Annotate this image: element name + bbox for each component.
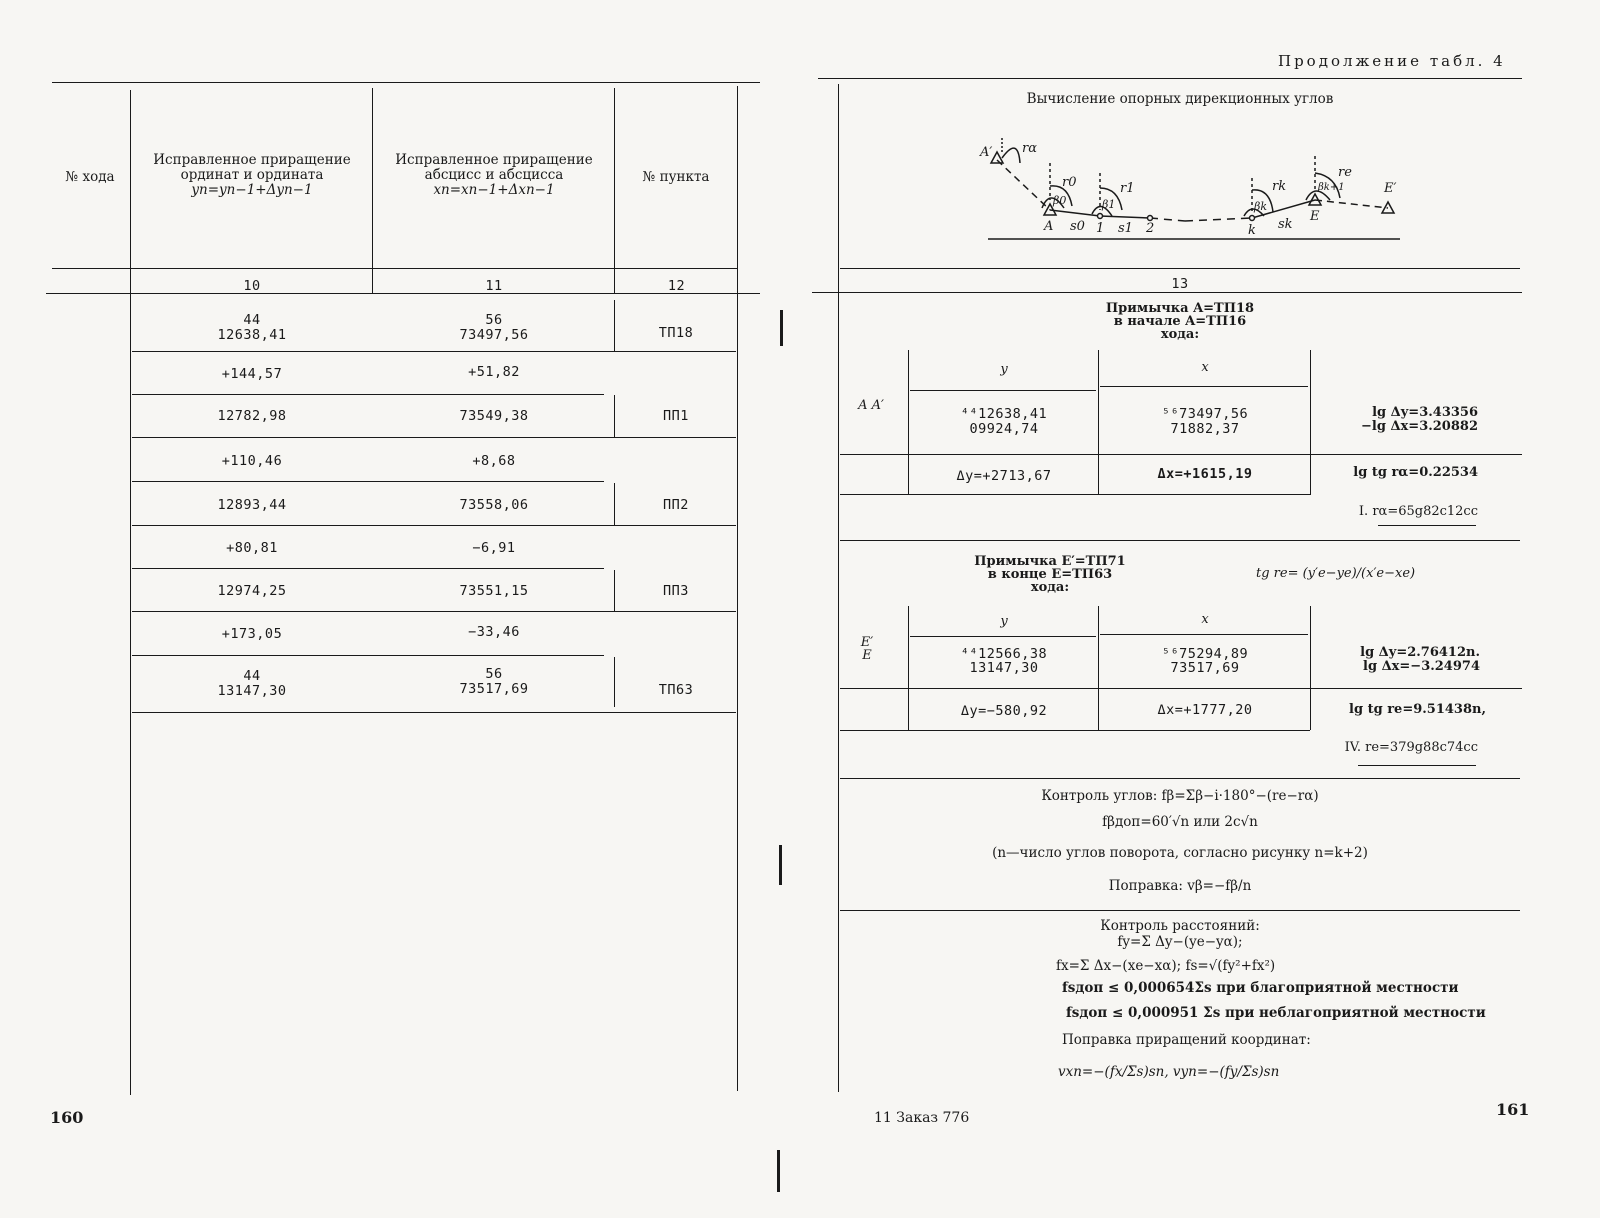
row-rule	[132, 351, 736, 352]
row-rule	[132, 655, 604, 656]
angle-control-l1: Контроль углов: fβ=Σβ−i·180°−(re−rα)	[1041, 788, 1319, 804]
table-row-value: +110,46	[221, 453, 283, 469]
col-divider	[1098, 350, 1099, 495]
col-divider	[614, 300, 615, 352]
diagram-label: A	[1044, 219, 1054, 234]
header-rule	[840, 268, 1520, 269]
point-label: ТП63	[658, 682, 694, 698]
col-divider	[1310, 350, 1311, 495]
col-divider	[908, 606, 909, 730]
diagram-label: β1	[1102, 198, 1116, 211]
table-row-value: +51,82	[468, 364, 520, 380]
point-label: ПП2	[663, 497, 689, 513]
section-rule	[840, 540, 1520, 541]
column-number-rule	[46, 293, 760, 294]
col-divider	[1310, 606, 1311, 730]
triangle-a-prime-icon	[991, 152, 1003, 163]
gutter-mark	[779, 845, 782, 885]
delta-y: Δy=+2713,67	[956, 468, 1052, 484]
y-values: ⁴⁴12638,41 09924,74	[960, 406, 1048, 437]
col-divider	[614, 570, 615, 612]
table-row-value: +8,68	[472, 453, 516, 469]
table-row-value: 44 12638,41	[217, 312, 287, 343]
lg-tg: lg tg rα=0.22534	[1353, 465, 1478, 480]
distance-control-l4: fsдоп ≤ 0,000654Σs при благоприятной местности	[1062, 980, 1459, 996]
col-number-12: 12	[667, 278, 686, 294]
angle-control-l3: (n—число углов поворота, согласно рисунку n=k+2)	[992, 845, 1368, 861]
gutter-mark	[780, 310, 783, 346]
tg-formula: tg re= (y′e−ye)/(x′e−xe)	[1256, 566, 1416, 581]
column-number-rule	[812, 292, 1522, 293]
diagram-label: s1	[1118, 221, 1133, 236]
col-x-label: x	[1201, 612, 1209, 627]
point-labels: A A′	[858, 398, 884, 413]
row-rule	[840, 730, 1310, 731]
table-row-value: 12893,44	[217, 497, 287, 513]
result-ra: I. rα=65g82c12cc	[1358, 504, 1478, 519]
col-divider	[372, 88, 373, 293]
header-traverse-no: № хода	[65, 169, 115, 185]
diagram-label: A′	[980, 145, 993, 160]
diagram-label: E	[1310, 209, 1320, 224]
col-number-10: 10	[243, 278, 261, 294]
underline	[1358, 765, 1476, 766]
section-rule	[840, 910, 1520, 911]
table-row-value: +80,81	[226, 540, 278, 556]
result-re: IV. re=379g88c74cc	[1344, 740, 1478, 755]
gutter-mark	[777, 1150, 780, 1192]
table-row-value: −33,46	[468, 624, 520, 640]
row-rule	[1100, 386, 1308, 387]
start-link-title: Примычка A=ТП18 в начале A=ТП16 хода:	[1105, 301, 1255, 342]
end-link-title: Примычка E′=ТП71 в конце E=ТП63 хода:	[974, 554, 1126, 595]
header-rule	[52, 268, 738, 269]
signature-mark: 11 Заказ 776	[874, 1110, 970, 1126]
table-row-value: +144,57	[221, 366, 283, 382]
col-y-label: y	[1000, 614, 1008, 629]
section-rule	[840, 778, 1520, 779]
table-row-value: 12782,98	[217, 408, 287, 424]
log-values: lg Δy=2.76412n. lg Δx=−3.24974	[1360, 645, 1480, 674]
row-rule	[910, 636, 1096, 637]
diagram-label: βk+1	[1318, 182, 1345, 193]
distance-control-l6: Поправка приращений координат:	[1062, 1032, 1311, 1048]
table-row-value: 73551,15	[459, 583, 529, 599]
col-y-label: y	[1000, 362, 1008, 377]
top-rule	[818, 78, 1522, 79]
table-row-value: +173,05	[221, 626, 283, 642]
row-rule	[132, 712, 736, 713]
diagram-label: s0	[1070, 219, 1085, 234]
col-divider	[614, 88, 615, 293]
diagram-label: re	[1338, 165, 1352, 180]
col-x-label: x	[1201, 360, 1209, 375]
col-divider	[1098, 606, 1099, 730]
row-rule	[132, 611, 736, 612]
point-label: ПП1	[663, 408, 689, 424]
diagram-label: βk	[1254, 200, 1268, 213]
lg-tg: lg tg re=9.51438n,	[1349, 702, 1486, 717]
top-rule	[52, 82, 760, 83]
table-row-value: 56 73517,69	[459, 666, 529, 697]
table-row-value: 73558,06	[459, 497, 529, 513]
point-labels: E′ E	[860, 635, 874, 663]
diagram-label: 1	[1096, 221, 1105, 236]
col-number-11: 11	[485, 278, 503, 294]
header-col10: Исправленное приращение ординат и ордината yn=yn−1+Δyn−1	[153, 152, 351, 198]
col-divider	[614, 657, 615, 707]
diagram-label: E′	[1384, 181, 1397, 196]
angle-arc	[1002, 148, 1020, 163]
row-rule	[132, 568, 604, 569]
traverse-diagram	[960, 128, 1420, 244]
delta-x: Δx=+1777,20	[1157, 702, 1253, 718]
triangle-e-icon	[1309, 194, 1321, 205]
angle-control-l4: Поправка: vβ=−fβ/n	[1108, 878, 1252, 894]
diagram-label: r1	[1120, 181, 1135, 196]
point-label: ПП3	[663, 583, 689, 599]
col-divider	[737, 86, 738, 1091]
col-divider	[908, 350, 909, 495]
diagram-label: sk	[1278, 217, 1293, 232]
row-rule	[910, 390, 1096, 391]
row-rule	[1100, 634, 1308, 635]
col13-title: Вычисление опорных дирекционных углов	[1026, 91, 1334, 107]
x-values: ⁵⁶73497,56 71882,37	[1161, 406, 1249, 437]
distance-control-l1: Контроль расстояний:	[1100, 918, 1260, 934]
delta-x: Δx=+1615,19	[1157, 466, 1253, 482]
row-rule	[840, 454, 1522, 455]
table-row-value: 44 13147,30	[217, 668, 287, 699]
diagram-label: k	[1248, 223, 1256, 238]
diagram-label: r0	[1062, 175, 1077, 190]
point-label: ТП18	[658, 325, 694, 341]
row-rule	[132, 481, 604, 482]
table-row-value: 12974,25	[217, 583, 287, 599]
col-divider	[130, 90, 131, 1095]
col-divider	[614, 483, 615, 526]
x-values: ⁵⁶75294,89 73517,69	[1161, 646, 1249, 676]
table-row-value: 73549,38	[459, 408, 529, 424]
col-number-13: 13	[1171, 276, 1189, 292]
continuation-title: Продолжение табл. 4	[1278, 52, 1506, 70]
distance-control-l2: fy=Σ Δy−(ye−yα);	[1117, 934, 1243, 950]
delta-y: Δy=−580,92	[960, 703, 1048, 719]
angle-control-l2: fβдоп=60′√n или 2c√n	[1102, 814, 1258, 830]
left-border	[838, 84, 839, 1092]
distance-control-l3: fx=Σ Δx−(xe−xα); fs=√(fy²+fx²)	[1056, 958, 1276, 974]
table-row-value: −6,91	[472, 540, 516, 556]
underline	[1378, 525, 1476, 526]
distance-control-l7: vxn=−(fx/Σs)sn, vyn=−(fy/Σs)sn	[1058, 1064, 1280, 1080]
diagram-label: rk	[1272, 179, 1287, 194]
diagram-label: β0	[1053, 194, 1067, 207]
diagram-label: 2	[1146, 221, 1155, 236]
table-row-value: 56 73497,56	[459, 312, 529, 343]
row-rule	[132, 437, 736, 438]
col-divider	[614, 395, 615, 438]
log-values: lg Δy=3.43356 −lg Δx=3.20882	[1361, 405, 1478, 434]
row-rule	[840, 494, 1310, 495]
orientation-line	[997, 160, 1050, 210]
y-values: ⁴⁴12566,38 13147,30	[960, 646, 1048, 676]
page-number-right: 161	[1496, 1100, 1530, 1119]
row-rule	[132, 394, 604, 395]
diagram-label: rα	[1022, 141, 1037, 156]
row-rule	[840, 688, 1522, 689]
header-col11: Исправленное приращение абсцисс и абсцисса xn=xn−1+Δxn−1	[395, 152, 593, 198]
page-number-left: 160	[50, 1108, 84, 1127]
row-rule	[132, 525, 736, 526]
distance-control-l5: fsдоп ≤ 0,000951 Σs при неблагоприятной местности	[1066, 1005, 1486, 1021]
header-point-no: № пункта	[642, 169, 710, 185]
